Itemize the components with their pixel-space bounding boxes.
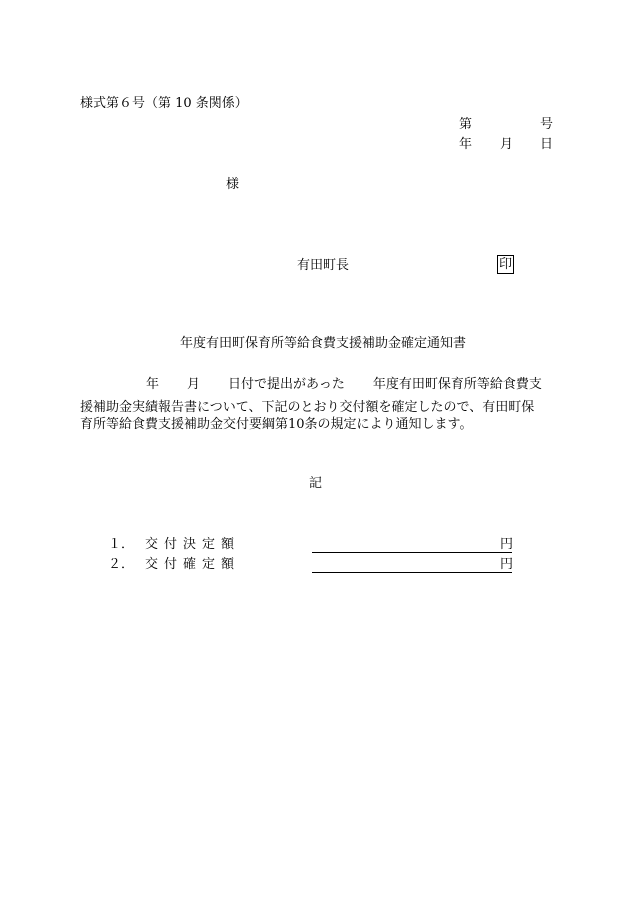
body-line-1-rest: 年度有田町保育所等給食費支 [372, 377, 542, 392]
addressee-honorific: 様 [226, 177, 240, 192]
date-month-label: 月 [500, 137, 514, 152]
date-day-label: 日 [540, 137, 554, 152]
body-line-1 [80, 378, 542, 391]
seal-mark: 印 [499, 257, 513, 272]
date-year-label: 年 [459, 137, 473, 152]
body-line-3: 育所等給食費支援補助金交付要綱第10条の規定により通知します。 [80, 417, 473, 432]
amount-line [312, 538, 512, 553]
document-title: 年度有田町保育所等給食費支援補助金確定通知書 [180, 336, 467, 351]
item-number: １． [108, 537, 135, 552]
body-year: 年 [146, 377, 160, 392]
body-day-text: 日付で提出があった [228, 377, 345, 392]
form-label: 様式第６号（第 10 条関係） [80, 96, 248, 111]
document-number-prefix: 第 [459, 117, 473, 132]
amount-line [312, 558, 512, 573]
yen-unit: 円 [500, 537, 514, 552]
ki-heading: 記 [309, 476, 323, 491]
issuer-name: 有田町長 [297, 258, 350, 273]
body-month: 月 [187, 377, 201, 392]
item-label: 交付決定額 [145, 537, 241, 552]
item-label: 交付確定額 [145, 557, 241, 572]
item-number: ２． [108, 557, 135, 572]
yen-unit: 円 [500, 557, 514, 572]
document-number-suffix: 号 [540, 117, 554, 132]
body-line-2: 援補助金実績報告書について、下記のとおり交付額を確定したので、有田町保 [80, 400, 535, 415]
